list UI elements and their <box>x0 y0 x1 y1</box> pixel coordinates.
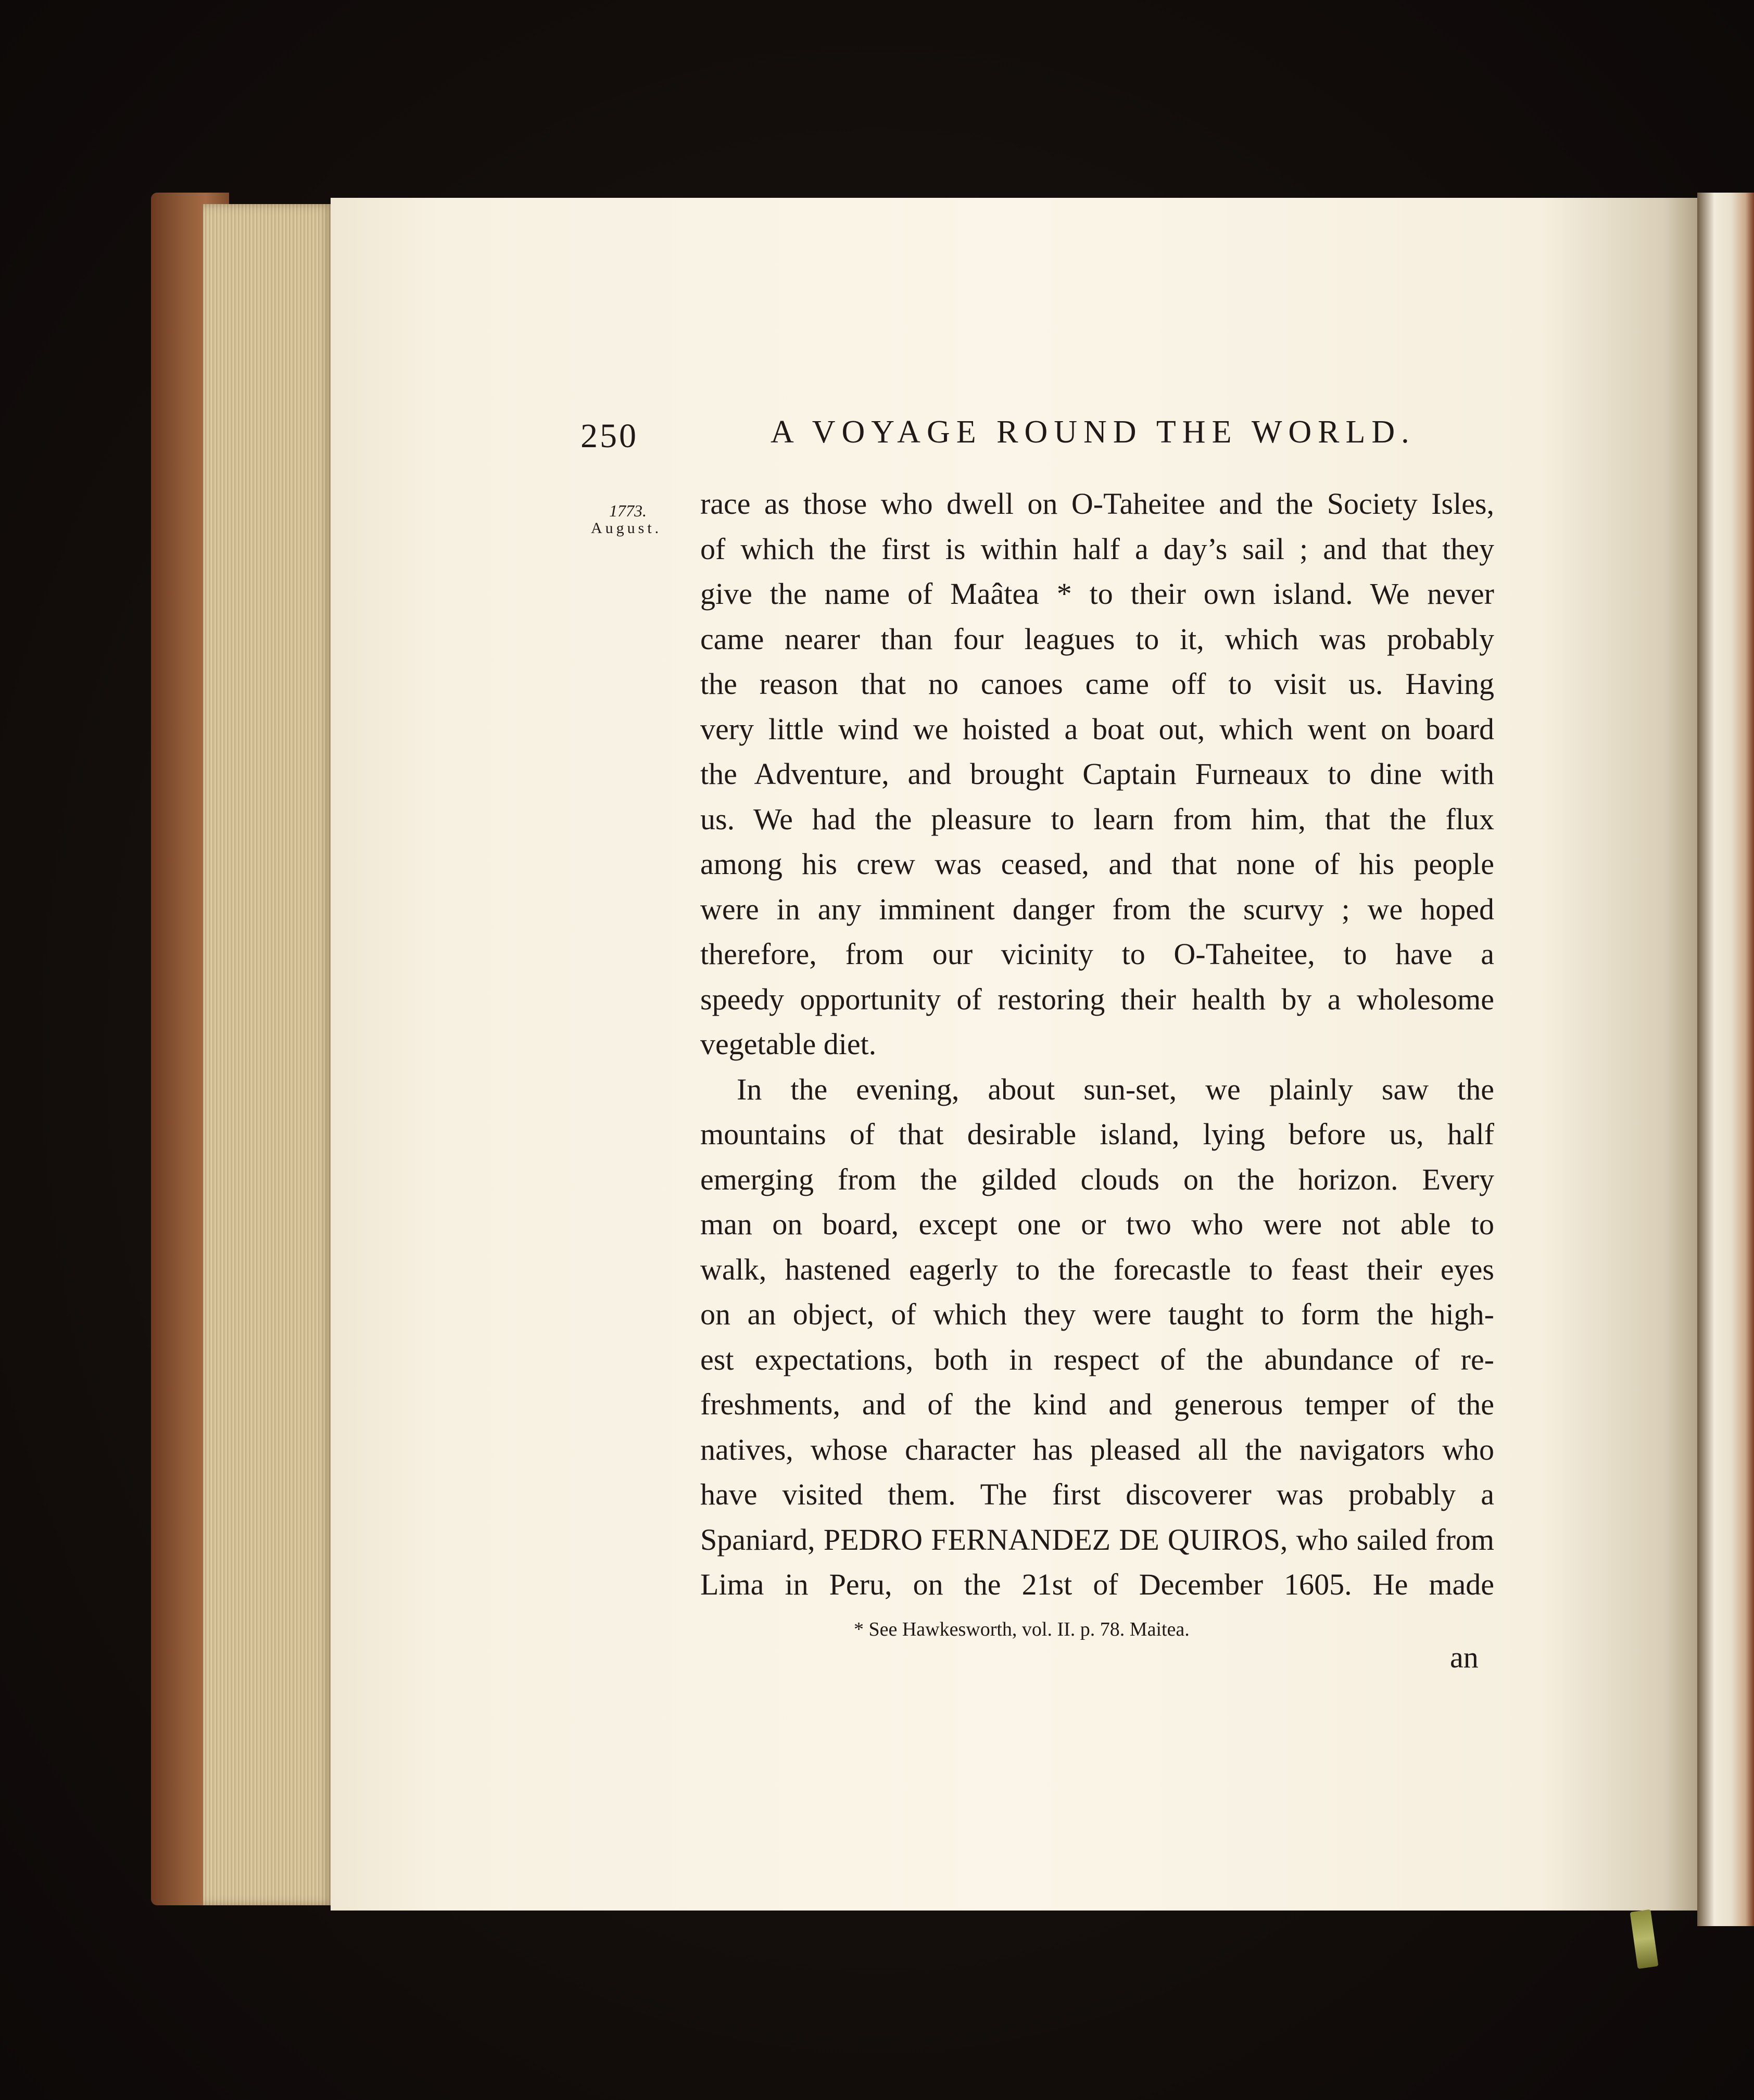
text-line: In the evening, about sun-set, we plainly saw the <box>737 1072 1494 1106</box>
text-line: freshments, and of the kind and generous temper of the <box>700 1387 1494 1421</box>
text-line: give the name of Maâtea * to their own island. We never <box>700 577 1494 611</box>
text-line: walk, hastened eagerly to the forecastle to feast their eyes <box>700 1252 1494 1286</box>
text-line: Lima in Peru, on the 21st of December 1605. He made <box>700 1567 1494 1601</box>
footnote: * See Hawkesworth, vol. II. p. 78. Maitea. <box>854 1618 1190 1640</box>
running-head: A VOYAGE ROUND THE WORLD. <box>771 414 1416 450</box>
text-line: Spaniard, PEDRO FERNANDEZ DE QUIROS, who sailed from <box>700 1522 1494 1557</box>
book-gutter <box>1697 193 1754 1926</box>
text-line: emerging from the gilded clouds on the horizon. Every <box>700 1162 1494 1196</box>
page-edges <box>203 204 333 1905</box>
text-line: man on board, except one or two who were not able to <box>700 1207 1494 1241</box>
body-text <box>700 482 1494 1608</box>
text-line: on an object, of which they were taught to form the high- <box>700 1297 1494 1331</box>
margin-note-month: August. <box>591 520 662 537</box>
margin-note-year: 1773. <box>609 501 647 520</box>
text-line: mountains of that desirable island, lying before us, half <box>700 1117 1494 1151</box>
page-number: 250 <box>581 417 638 455</box>
text-line: vegetable diet. <box>700 1027 877 1061</box>
text-line: speedy opportunity of restoring their health by a wholesome <box>700 982 1494 1016</box>
text-line: were in any imminent danger from the scurvy ; we hoped <box>700 892 1494 926</box>
text-line: very little wind we hoisted a boat out, which went on board <box>700 712 1494 746</box>
text-line: us. We had the pleasure to learn from him, that the flux <box>700 802 1494 836</box>
text-line: therefore, from our vicinity to O-Taheitee, to have a <box>700 937 1494 971</box>
text-line: have visited them. The first discoverer was probably a <box>700 1477 1494 1511</box>
text-line: natives, whose character has pleased all the navigators who <box>700 1432 1494 1466</box>
text-line: the reason that no canoes came off to visit us. Having <box>700 667 1494 701</box>
text-line: est expectations, both in respect of the abundance of re- <box>700 1342 1494 1376</box>
catchword: an <box>1450 1640 1479 1674</box>
text-line: came nearer than four leagues to it, which was probably <box>700 622 1494 656</box>
text-line: of which the first is within half a day’s sail ; and that they <box>700 532 1494 566</box>
text-line: race as those who dwell on O-Taheitee and the Society Isles, <box>700 487 1494 521</box>
text-line: the Adventure, and brought Captain Furneaux to dine with <box>700 757 1494 791</box>
text-line: among his crew was ceased, and that none of his people <box>700 847 1494 881</box>
